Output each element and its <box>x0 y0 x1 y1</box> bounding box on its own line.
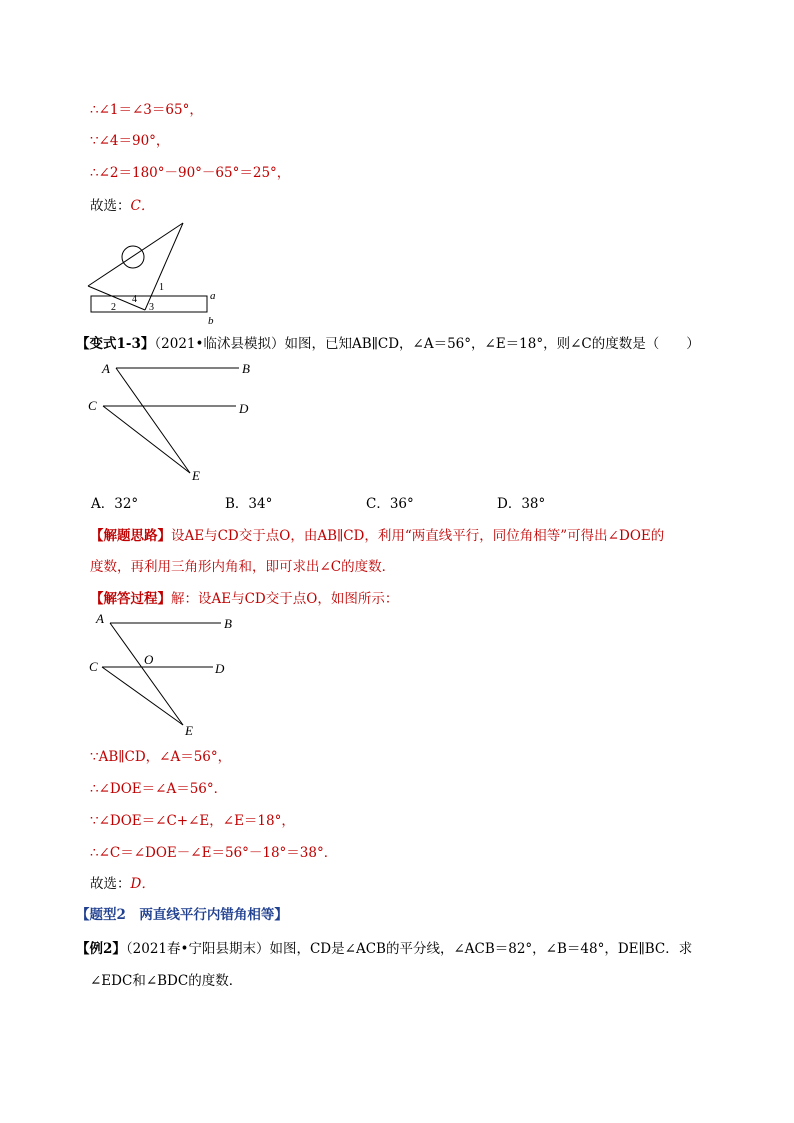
answer-value: C． <box>130 198 155 214</box>
point-C: C <box>89 659 98 674</box>
process-line <box>90 589 398 609</box>
option-c: C．36° <box>366 496 414 512</box>
section-title: 【题型2 两直线平行内错角相等】 <box>76 907 288 923</box>
point-E: E <box>192 468 200 483</box>
solution-line-2: ∵∠4＝90°， <box>90 133 170 149</box>
line-label-b: b <box>208 315 214 327</box>
analysis-text-1: 设AE与CD交于点O，由AB∥CD，利用“两直线平行，同位角相等”可得出∠DOE的 <box>171 528 665 544</box>
process-tag: 【解答过程】 <box>90 591 171 607</box>
point-B: B <box>224 616 232 631</box>
option-d: D．38° <box>497 496 546 512</box>
example-line-1 <box>76 939 692 959</box>
variant-tag: 【变式1-3】 <box>76 336 155 352</box>
variant-source: （2021•临沭县模拟） <box>154 336 285 352</box>
solution-line-5: ∴∠DOE＝∠A＝56°． <box>90 781 228 797</box>
solution-line-7: ∴∠C＝∠DOE－∠E＝56°－18°＝38°． <box>90 845 338 861</box>
figure-parallel-lines <box>86 358 266 483</box>
example-line-2: ∠EDC和∠BDC的度数． <box>90 973 243 989</box>
variant-question <box>76 334 700 354</box>
figure-intersection-O <box>88 610 248 740</box>
answer-line-bottom <box>90 874 155 894</box>
angle-label-2: 2 <box>111 302 116 313</box>
point-E: E <box>185 723 193 738</box>
option-a: A．32° <box>91 496 139 512</box>
solution-line-1: ∴∠1＝∠3＝65°， <box>90 102 203 118</box>
analysis-line-2: 度数，再利用三角形内角和，即可求出∠C的度数． <box>90 559 396 575</box>
figure-triangle-ruler <box>88 220 228 328</box>
example-tag: 【例2】 <box>76 941 126 957</box>
variant-stem: 如图，已知AB∥CD，∠A＝56°，∠E＝18°，则∠C的度数是（ ） <box>284 336 700 352</box>
process-text: 解：设AE与CD交于点O，如图所示： <box>171 591 399 607</box>
analysis-tag: 【解题思路】 <box>90 528 171 544</box>
solution-line-3: ∴∠2＝180°－90°－65°＝25°， <box>90 165 291 181</box>
answer-value: D． <box>130 876 155 892</box>
point-C: C <box>88 398 97 413</box>
solution-line-6: ∵∠DOE＝∠C+∠E，∠E＝18°， <box>90 813 295 829</box>
angle-label-4: 4 <box>132 294 137 305</box>
point-O: O <box>144 652 154 667</box>
answer-prefix: 故选： <box>90 198 131 214</box>
answer-prefix: 故选： <box>90 876 131 892</box>
point-A: A <box>96 611 104 626</box>
point-D: D <box>239 401 249 416</box>
analysis-line-1 <box>90 526 664 546</box>
angle-label-3: 3 <box>149 302 154 313</box>
example-text-1: （2021春•宁阳县期末）如图，CD是∠ACB的平分线，∠ACB＝82°，∠B＝48°，DE∥BC．求 <box>125 941 693 957</box>
line-label-a: a <box>210 290 216 302</box>
solution-line-4: ∵AB∥CD，∠A＝56°， <box>90 749 232 765</box>
option-b: B．34° <box>225 496 273 512</box>
point-A: A <box>102 361 110 376</box>
angle-label-1: 1 <box>159 282 164 293</box>
answer-line-top <box>90 196 154 216</box>
point-D: D <box>215 661 225 676</box>
point-B: B <box>242 361 250 376</box>
